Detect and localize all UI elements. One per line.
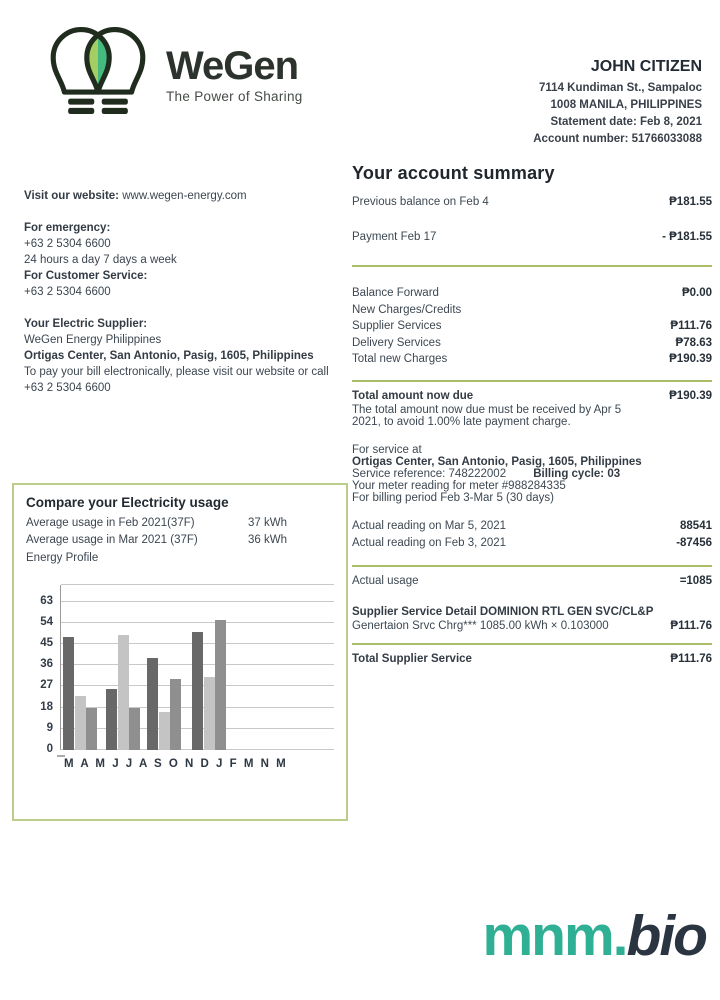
electricity-usage-box — [12, 483, 348, 821]
total-new-charges-row — [352, 351, 712, 368]
due-note-line1: The total amount now due must be received by Apr 5 — [352, 404, 622, 416]
brand-name: WeGen — [166, 44, 299, 88]
billing-cycle: Billing cycle: 03 — [533, 468, 621, 480]
meter-line: Your meter reading for meter #988284335 — [352, 480, 566, 492]
wegen-bulbs-leaf-icon — [42, 16, 154, 133]
total-new-charges-value: ₱190.39 — [669, 353, 712, 365]
supplier-services-value: ₱111.76 — [670, 320, 712, 332]
usage-box-title: Compare your Electricity usage — [26, 495, 229, 510]
separator-line — [352, 265, 712, 267]
delivery-services-row — [352, 335, 712, 352]
supplier-services-row — [352, 318, 712, 335]
payment-row — [352, 229, 712, 246]
for-service-at: For service at — [352, 444, 422, 456]
energy-profile-label: Energy Profile — [26, 552, 99, 564]
generation-charge-row — [352, 618, 712, 635]
recipient-address1: 7114 Kundiman St., Sampaloc — [539, 82, 702, 94]
due-note-line2: 2021, to avoid 1.00% late payment charge. — [352, 416, 571, 428]
reading2-label: Actual reading on Feb 3, 2021 — [352, 536, 507, 549]
energy-profile-chart — [26, 585, 334, 755]
reading1-row — [352, 518, 712, 535]
pay-note: To pay your bill electronically, please visit our website or call — [24, 366, 329, 378]
usage-feb-label: Average usage in Feb 2021(37F) — [26, 517, 195, 529]
previous-balance-row — [352, 194, 712, 211]
actual-usage-label: Actual usage — [352, 575, 419, 587]
total-due-value: ₱190.39 — [669, 389, 712, 402]
account-summary-column — [352, 163, 712, 668]
customer-service-label: For Customer Service: — [24, 270, 148, 282]
payment-label: Payment Feb 17 — [352, 230, 437, 243]
total-new-charges-label: Total new Charges — [352, 353, 448, 365]
footer-brand-right: bio — [626, 904, 706, 968]
separator-line — [352, 565, 712, 567]
energy-profile-yaxis: 0 9 18 27 36 45 54 63 — [40, 594, 53, 755]
total-supplier-service-value: ₱111.76 — [670, 653, 712, 665]
recipient-address2: 1008 MANILA, PHILIPPINES — [550, 99, 702, 111]
statement-date: Statement date: Feb 8, 2021 — [550, 116, 702, 128]
reading2-value: -87456 — [676, 536, 712, 549]
billing-period-line: For billing period Feb 3-Mar 5 (30 days) — [352, 492, 554, 504]
supplier-name: WeGen Energy Philippines — [24, 334, 162, 346]
customer-service-phone: +63 2 5304 6600 — [24, 286, 111, 298]
supplier-detail-header: Supplier Service Detail DOMINION RTL GEN SVC/CL&P — [352, 605, 654, 618]
usage-mar-label: Average usage in Mar 2021 (37F) — [26, 534, 198, 546]
energy-profile-plot — [60, 585, 334, 750]
balance-forward-value: ₱0.00 — [681, 287, 712, 299]
balance-forward-label: Balance Forward — [352, 287, 439, 299]
footer-watermark — [482, 906, 706, 966]
previous-balance-label: Previous balance on Feb 4 — [352, 196, 489, 208]
payment-value: - ₱181.55 — [662, 230, 712, 243]
supplier-services-label: Supplier Services — [352, 320, 442, 332]
total-supplier-service-label: Total Supplier Service — [352, 653, 472, 665]
delivery-services-value: ₱78.63 — [675, 336, 712, 349]
reading1-label: Actual reading on Mar 5, 2021 — [352, 520, 507, 532]
header-logo-lockup — [42, 16, 303, 133]
generation-charge-label: Genertaion Srvc Chrg*** 1085.00 kWh × 0.103000 — [352, 619, 609, 632]
balance-forward-row — [352, 285, 712, 302]
website-row — [24, 188, 339, 204]
total-supplier-service-row — [352, 651, 712, 668]
brand-text — [166, 16, 303, 104]
footer-brand-left: mnm. — [482, 904, 627, 968]
previous-balance-value: ₱181.55 — [669, 196, 712, 208]
contact-column — [24, 188, 339, 396]
account-number: Account number: 51766033088 — [533, 133, 702, 145]
brand-tagline: The Power of Sharing — [166, 89, 303, 104]
new-charges-row — [352, 302, 712, 319]
generation-charge-value: ₱111.76 — [670, 619, 712, 632]
usage-mar-value: 36 kWh — [248, 534, 287, 546]
separator-line — [352, 643, 712, 645]
account-summary-title: Your account summary — [352, 163, 555, 183]
new-charges-label: New Charges/Credits — [352, 303, 462, 316]
actual-usage-row — [352, 573, 712, 590]
reading1-value: 88541 — [680, 520, 712, 532]
emergency-hours: 24 hours a day 7 days a week — [24, 254, 177, 266]
delivery-services-label: Delivery Services — [352, 336, 441, 349]
reading2-row — [352, 535, 712, 552]
usage-feb-value: 37 kWh — [248, 517, 287, 529]
total-due-label: Total amount now due — [352, 389, 474, 402]
recipient-name: JOHN CITIZEN — [590, 58, 702, 75]
energy-profile-xlabels: M A M J J A S O N D J F M N M — [64, 758, 288, 770]
pay-phone: +63 2 5304 6600 — [24, 382, 111, 394]
website-url: www.wegen-energy.com — [122, 190, 247, 202]
emergency-label: For emergency: — [24, 222, 111, 234]
origin-tick — [57, 755, 65, 757]
website-label: Visit our website: — [24, 190, 120, 202]
emergency-phone: +63 2 5304 6600 — [24, 238, 111, 250]
supplier-address: Ortigas Center, San Antonio, Pasig, 1605, Philippines — [24, 350, 314, 362]
actual-usage-value: =1085 — [679, 575, 712, 587]
supplier-label: Your Electric Supplier: — [24, 318, 148, 330]
service-address: Ortigas Center, San Antonio, Pasig, 1605, Philippines — [352, 456, 642, 468]
recipient-block — [533, 58, 702, 148]
separator-line — [352, 380, 712, 382]
total-due-row — [352, 388, 712, 405]
usage-mar-row — [26, 532, 334, 549]
service-reference: Service reference: 748222002 — [352, 468, 507, 480]
service-reference-row — [352, 468, 712, 480]
usage-feb-row — [26, 515, 334, 532]
